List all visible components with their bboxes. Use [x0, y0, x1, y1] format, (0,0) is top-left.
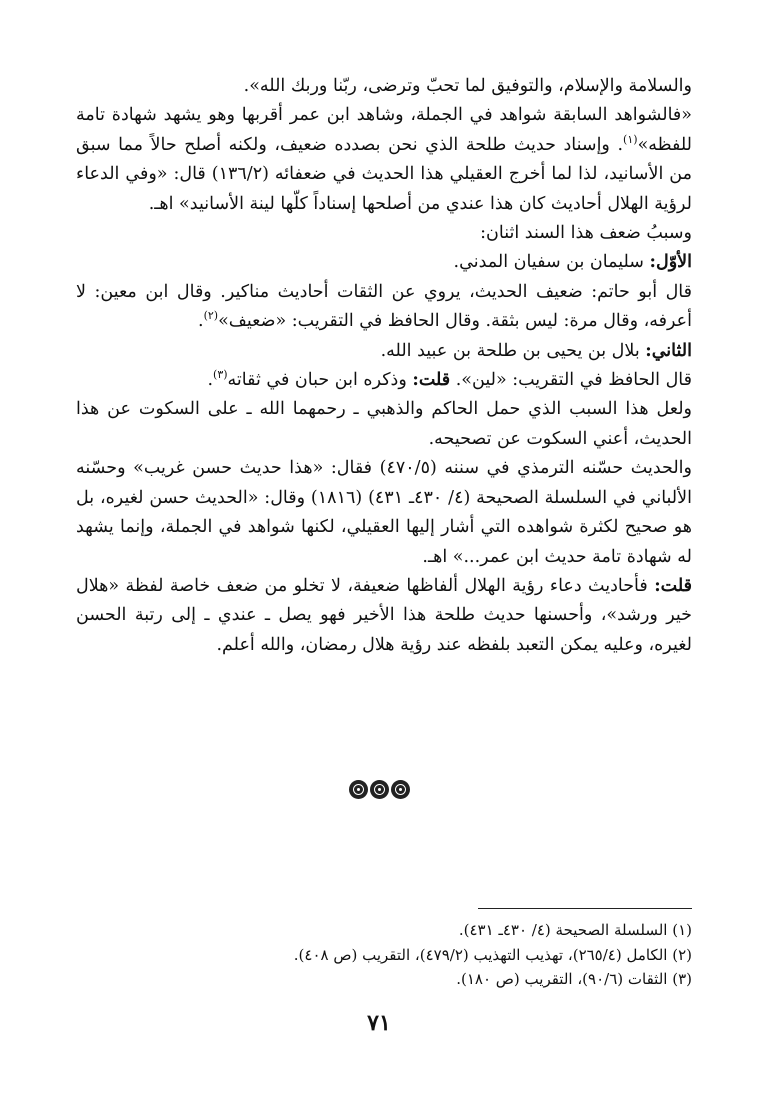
footnotes: [150, 918, 692, 992]
rosette-ornament-icon: [391, 780, 410, 799]
paragraph: والحديث حسّنه الترمذي في سننه (٤٧٠/٥) فقال: «هذا حديث حسن غريب» وحسّنه الألباني في السلسلة الصحيحة (٤/ ٤٣٠ـ ٤٣١) (١٨١٦) وقال: «الحديث حسن لغيره، بل هو صحيح لكثرة شواهده التي أشار إليها العقيلي، لكنها شواهد في الجملة، وإنما يشهد له شهادة تامة حديث ابن عمر...» اهـ.: [76, 458, 692, 567]
text-run: وذكره ابن حبان في ثقاته: [227, 370, 413, 391]
paragraph: [76, 248, 692, 277]
footnote: (٣) الثقات (٩٠/٦)، التقريب (ص ١٨٠).: [456, 970, 692, 988]
footnote-ref[interactable]: (٣): [213, 368, 228, 382]
rosette-ornament-icon: [370, 780, 389, 799]
text-run: بلال بن يحيى بن طلحة بن عبيد الله.: [380, 340, 646, 361]
paragraph: [76, 337, 692, 366]
text-run: قال الحافظ في التقريب: «لين».: [450, 370, 692, 391]
text-run: قال أبو حاتم: ضعيف الحديث، يروي عن الثقات أحاديث مناكير. وقال ابن معين: لا أعرفه، وقال مرة: ليس بثقة. وقال الحافظ في التقريب: «ضعيف»: [76, 281, 692, 332]
bold-label: الأوّل:: [649, 252, 692, 273]
paragraph: وسببُ ضعف هذا السند اثنان:: [480, 223, 692, 244]
paragraph: [76, 278, 692, 337]
text-run: فأحاديث دعاء رؤية الهلال ألفاظها ضعيفة، لا تخلو من ضعف خاصة لفظة «هلال خير ورشد»، وأحسنها حديث طلحة هذا الأخير فهو يصل ـ عندي ـ إلى رتبة الحسن لغيره، وعليه يمكن التعبد بلفظه عند رؤية هلال رمضان، والله أعلم.: [76, 575, 692, 655]
paragraph: [76, 572, 692, 660]
paragraph: والسلامة والإسلام، والتوفيق لما تحبّ وترضى، ربّنا وربك الله».: [243, 76, 692, 96]
footnote: (٢) الكامل (٢٦٥/٤)، تهذيب التهذيب (٤٧٩/٢)، التقريب (ص ٤٠٨).: [293, 945, 692, 964]
main-text: [76, 72, 692, 660]
text-run: .: [197, 311, 204, 332]
bold-label: قلت:: [412, 370, 451, 391]
text-run: . وإسناد حديث طلحة الذي نحن بصدده ضعيف، ولكنه أصلح حالاً مما سبق من الأسانيد، لذا لما أخرج العقيلي هذا الحديث في ضعفائه (١٣٦/٢) قال: «وفي الدعاء لرؤية الهلال أحاديث كان هذا عندي من أصلحها إسناداً كلّها لينة الأسانيد» اهـ.: [76, 134, 692, 214]
footnote-ref[interactable]: (٢): [203, 309, 219, 323]
bold-label: قلت:: [654, 575, 692, 596]
paragraph: [76, 101, 692, 219]
rosette-ornament-icon: [349, 780, 368, 799]
paragraph: ولعل هذا السبب الذي حمل الحاكم والذهبي ـ رحمهما الله ـ على السكوت عن هذا الحديث، أعني السكوت عن تصحيحه.: [76, 399, 692, 449]
text-run: سليمان بن سفيان المدني.: [453, 252, 650, 273]
footnote-separator: [478, 908, 692, 909]
paragraph: [76, 366, 692, 395]
footnote-ref[interactable]: (١): [623, 132, 638, 146]
section-divider-ornaments: [0, 780, 758, 799]
page-number: ٧١: [367, 1010, 391, 1036]
bold-label: الثاني:: [645, 340, 692, 361]
text-run: «فالشواهد السابقة شواهد في الجملة، وشاهد ابن عمر أقربها وهو يشهد شهادة تامة للفظه»: [76, 105, 692, 155]
footnote: (١) السلسلة الصحيحة (٤/ ٤٣٠ـ ٤٣١).: [458, 921, 692, 939]
text-run: .: [207, 370, 214, 391]
